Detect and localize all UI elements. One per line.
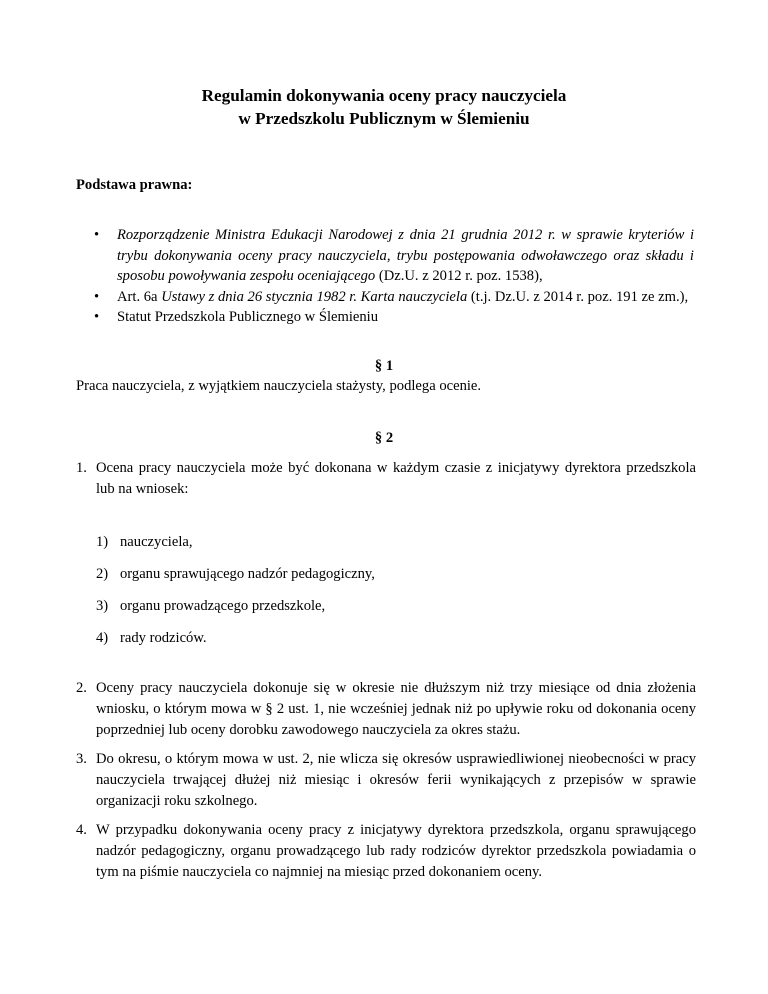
- legal-basis-item-italic: Ustawy z dnia 26 stycznia 1982 r. Karta nauczyciela: [161, 288, 468, 305]
- sub-item-text: organu prowadzącego przedszkole,: [120, 598, 326, 614]
- sub-item: [96, 596, 325, 616]
- section-2-point-1: [76, 458, 696, 500]
- sub-item-text: organu sprawującego nadzór pedagogiczny,: [120, 566, 375, 582]
- point-number: 3.: [76, 751, 87, 767]
- point-text: Oceny pracy nauczyciela dokonuje się w okresie nie dłuższym niż trzy miesiące od dnia złożenia wniosku, o którym mowa w § 2 ust. 1, nie wcześniej jednak niż po upływie roku od dokonania oceny poprzedniej lub oceny dorobku zawodowego nauczyciela za okres stażu.: [96, 680, 696, 738]
- legal-basis-item: [94, 287, 694, 308]
- legal-basis-item-text: (Dz.U. z 2012 r. poz. 1538),: [375, 268, 543, 284]
- sub-item: [96, 532, 193, 552]
- legal-basis-item-prefix: Art. 6a: [117, 288, 162, 305]
- sub-item-number: 4): [96, 630, 109, 646]
- point-text: Ocena pracy nauczyciela może być dokonana w każdym czasie z inicjatywy dyrektora przedszkola lub na wniosek:: [96, 460, 696, 497]
- sub-item: [96, 564, 375, 584]
- sub-item-text: rady rodziców.: [120, 630, 207, 646]
- section-2-point-3: [76, 749, 696, 812]
- sub-item: [96, 628, 207, 648]
- point-text: W przypadku dokonywania oceny pracy z inicjatywy dyrektora przedszkola, organu sprawującego nadzór pedagogiczny, organu prowadzącego lub rady rodziców dyrektor przedszkola powiadamia o tym na piśmie nauczyciela co najmniej na miesiąc przed dokonaniem oceny.: [96, 822, 696, 880]
- sub-item-number: 2): [96, 566, 109, 582]
- section-2-label: § 2: [374, 430, 394, 446]
- point-number: 1.: [76, 460, 87, 476]
- legal-basis-item: [94, 225, 694, 287]
- legal-basis-heading: Podstawa prawna:: [76, 177, 193, 193]
- sub-item-number: 1): [96, 534, 109, 550]
- legal-basis-item: [94, 307, 694, 328]
- section-1-text: Praca nauczyciela, z wyjątkiem nauczyciela stażysty, podlega ocenie.: [76, 378, 482, 394]
- point-number: 2.: [76, 680, 87, 696]
- legal-basis-item-text: Statut Przedszkola Publicznego w Ślemieniu: [117, 309, 379, 325]
- legal-basis-list: [94, 225, 694, 328]
- section-2-point-4: [76, 820, 696, 883]
- point-text: Do okresu, o którym mowa w ust. 2, nie wlicza się okresów usprawiedliwionej nieobecności w pracy nauczyciela trwającej dłużej niż miesiąc i okresów ferii wynikających z przepisów w sprawie organizacji roku szkolnego.: [96, 751, 696, 809]
- section-1-label: § 1: [374, 358, 394, 374]
- sub-item-number: 3): [96, 598, 109, 614]
- section-2-point-2: [76, 678, 696, 741]
- document-title-line1: Regulamin dokonywania oceny pracy nauczyciela: [201, 86, 567, 105]
- legal-basis-item-italic: Rozporządzenie Ministra Edukacji Narodowej z dnia 21 grudnia 2012 r. w sprawie kryteriów i trybu dokonywania oceny pracy nauczyciela, trybu postępowania odwoławczego oraz składu i sposobu powoływania zespołu oceniającego: [117, 227, 694, 284]
- document-title-line2: w Przedszkolu Publicznym w Ślemieniu: [238, 109, 530, 128]
- point-number: 4.: [76, 822, 87, 838]
- sub-item-text: nauczyciela,: [120, 534, 193, 550]
- legal-basis-item-text: (t.j. Dz.U. z 2014 r. poz. 191 ze zm.),: [467, 288, 689, 305]
